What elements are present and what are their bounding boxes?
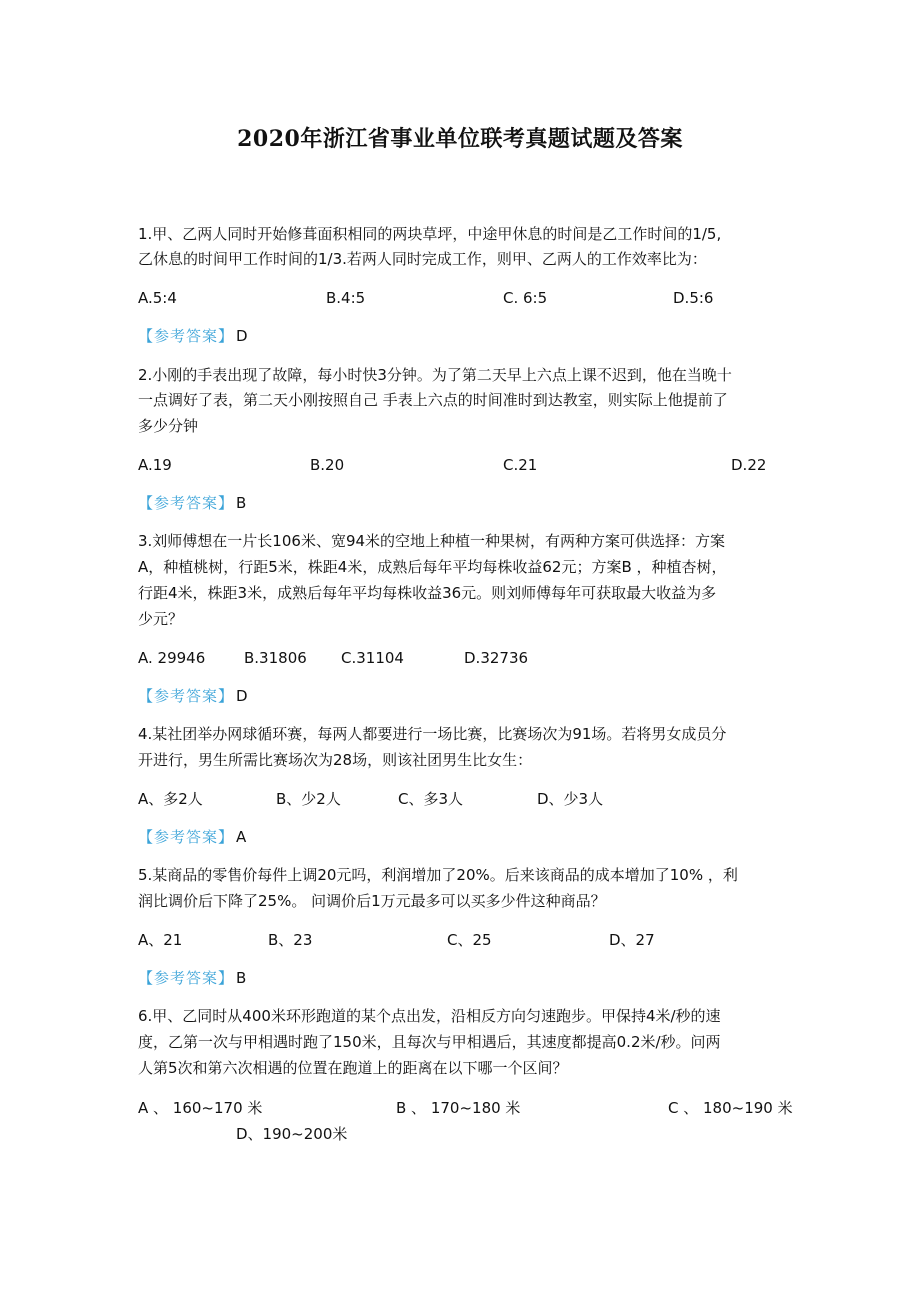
question-2-option-d: D.22 [731,456,767,474]
answer-value: A [236,828,247,846]
question-3-option-b: B.31806 [244,649,307,667]
answer-label: 【参考答案】 [138,969,235,987]
document-title: 2020年浙江省事业单位联考真题试题及答案 [237,126,683,152]
question-6-option-b: B 、 170~180 米 [396,1099,521,1117]
question-3-option-d: D.32736 [464,649,529,667]
question-2-line-3: 多少分钟 [138,417,199,435]
question-4-answer [138,827,246,847]
question-5-line-2: 润比调价后下降了25%。 问调价后1万元最多可以买多少件这种商品？ [138,892,606,910]
answer-value: D [236,687,248,705]
answer-label: 【参考答案】 [138,687,235,705]
answer-label: 【参考答案】 [138,327,235,345]
question-2-option-c: C.21 [503,456,538,474]
question-6-line-2: 度，乙第一次与甲相遇时跑了150米，且每次与甲相遇后，其速度都提高0.2米/秒。问两 [138,1033,721,1051]
question-3-line-1: 3.刘师傅想在一片长106米、宽94米的空地上种植一种果树，有两种方案可供选择：方案 [138,532,726,550]
question-1-answer [138,326,248,346]
question-4-option-a: A、多2人 [138,790,203,808]
answer-value: D [236,327,248,345]
question-3-option-c: C.31104 [341,649,404,667]
question-1-line-1: 1.甲、乙两人同时开始修葺面积相同的两块草坪，中途甲休息的时间是乙工作时间的1/5, [138,225,722,243]
question-4-option-d: D、少3人 [537,790,604,808]
question-5-option-c: C、25 [447,931,492,949]
answer-value: B [236,969,247,987]
question-4-line-1: 4.某社团举办网球循环赛，每两人都要进行一场比赛，比赛场次为91场。若将男女成员分 [138,725,727,743]
question-6-option-d: D、190~200米 [236,1125,348,1143]
answer-value: B [236,494,247,512]
question-4-line-2: 开进行，男生所需比赛场次为28场，则该社团男生比女生： [138,751,533,769]
question-1-option-a: A.5:4 [138,289,177,307]
answer-label: 【参考答案】 [138,494,235,512]
question-3-line-4: 少元？ [138,610,184,628]
question-1-option-b: B.4:5 [326,289,366,307]
question-6-option-a: A 、 160~170 米 [138,1099,263,1117]
question-1-option-c: C. 6:5 [503,289,548,307]
question-1-line-2: 乙休息的时间甲工作时间的1/3.若两人同时完成工作，则甲、乙两人的工作效率比为： [138,250,707,268]
question-5-option-a: A、21 [138,931,183,949]
question-3-option-a: A. 29946 [138,649,206,667]
question-6-option-c: C 、 180~190 米 [668,1099,793,1117]
question-2-line-2: 一点调好了表，第二天小刚按照自己 手表上六点的时间准时到达教室，则实际上他提前了 [138,391,728,409]
question-2-line-1: 2.小刚的手表出现了故障，每小时快3分钟。为了第二天早上六点上课不迟到，他在当晚十 [138,366,732,384]
question-5-line-1: 5.某商品的零售价每件上调20元吗，利润增加了20%。后来该商品的成本增加了10% ，利 [138,866,738,884]
question-4-option-b: B、少2人 [276,790,341,808]
question-5-option-d: D、27 [609,931,655,949]
question-3-answer [138,686,248,706]
question-5-answer [138,968,246,988]
question-2-answer [138,493,246,513]
question-6-line-1: 6.甲、乙同时从400米环形跑道的某个点出发，沿相反方向匀速跑步。甲保持4米/秒的速 [138,1007,721,1025]
question-5-option-b: B、23 [268,931,313,949]
question-6-line-3: 人第5次和第六次相遇的位置在跑道上的距离在以下哪一个区间？ [138,1059,568,1077]
question-2-option-b: B.20 [310,456,345,474]
question-2-option-a: A.19 [138,456,172,474]
question-3-line-3: 行距4米，株距3米，成熟后每年平均每株收益36元。则刘师傅每年可获取最大收益为多 [138,584,717,602]
answer-label: 【参考答案】 [138,828,235,846]
question-1-option-d: D.5:6 [673,289,714,307]
question-3-line-2: A，种植桃树，行距5米，株距4米，成熟后每年平均每株收益62元；方案B ，种植杏树， [138,558,727,576]
question-4-option-c: C、多3人 [398,790,464,808]
